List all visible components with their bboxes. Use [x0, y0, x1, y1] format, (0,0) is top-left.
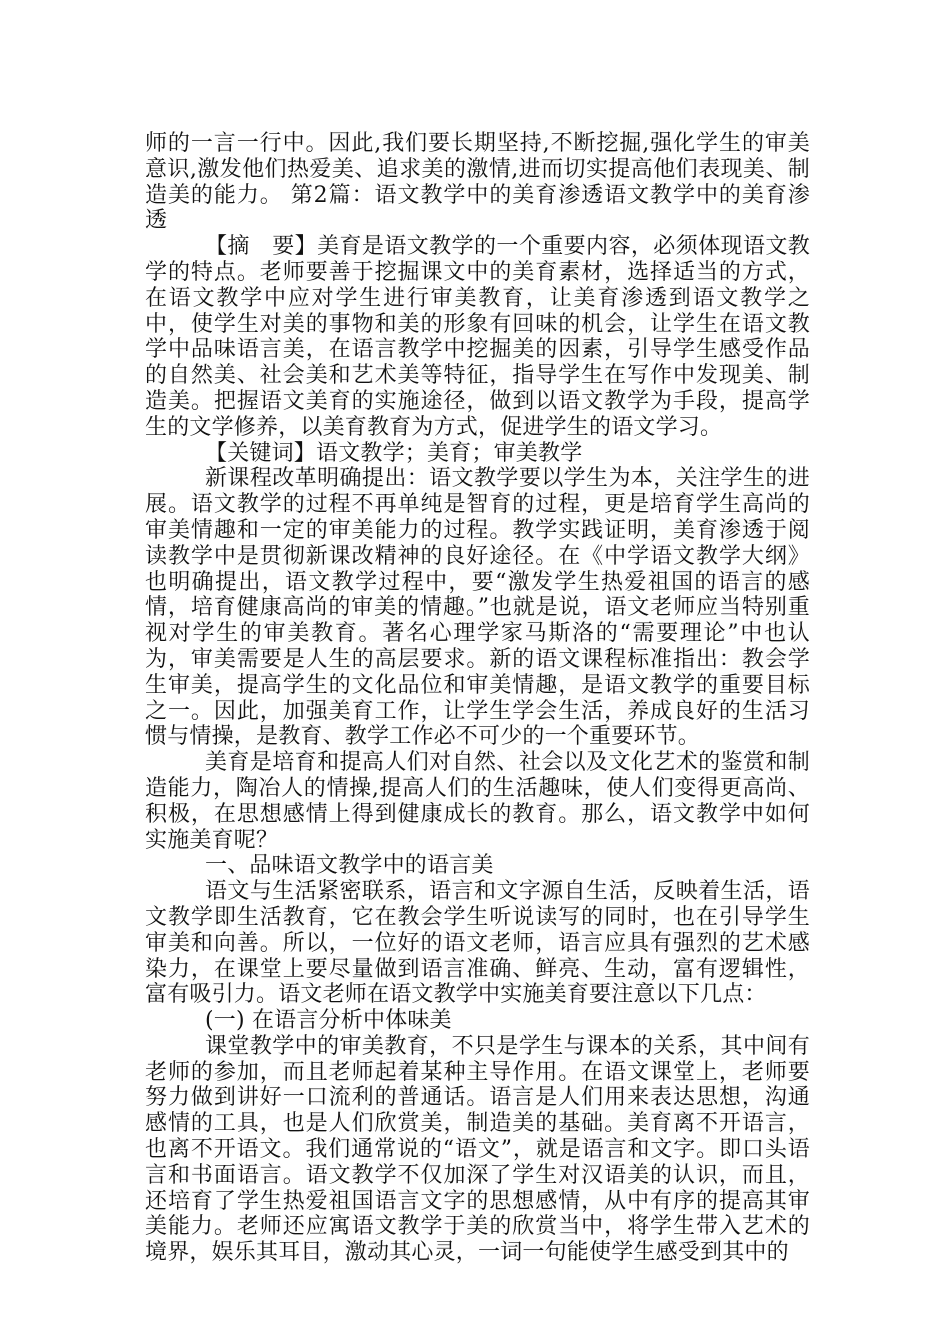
section-heading-1: 一、品味语文教学中的语言美: [205, 853, 494, 879]
paragraph-keywords: 【关键词】语文教学；美育；审美教学: [205, 440, 583, 466]
paragraph-intro: 师的一言一行中。因此,我们要长期坚持,不断挖掘,强化学生的审美意识,激发他们热爱美、追求美的激情,进而切实提高他们表现美、制造美的能力。 第2篇：语文教学中的美育渗透语文教学中的美育渗透: [145, 131, 810, 234]
paragraph-body-3: 语文与生活紧密联系，语言和文字源自生活，反映着生活，语文教学即生活教育，它在教会学生听说读写的同时，也在引导学生审美和向善。所以，一位好的语文老师，语言应具有强烈的艺术感染力，在课堂上要尽量做到语言准确、鲜亮、生动，富有逻辑性，富有吸引力。语文老师在语文教学中实施美育要注意以下几点：: [145, 879, 810, 1008]
subsection-heading-1: (一) 在语言分析中体味美: [205, 1008, 452, 1034]
paragraph-body-2: 美育是培育和提高人们对自然、社会以及文化艺术的鉴赏和制造能力，陶冶人的情操,提高人们的生活趣味，使人们变得更高尚、积极，在思想感情上得到健康成长的教育。那么，语文教学中如何实施美育呢？: [145, 750, 810, 853]
paragraph-body-1: 新课程改革明确提出：语文教学要以学生为本，关注学生的进展。语文教学的过程不再单纯是智育的过程，更是培育学生高尚的审美情趣和一定的审美能力的过程。教学实践证明，美育渗透于阅读教学中是贯彻新课改精神的良好途径。在《中学语文教学大纲》也明确提出，语文教学过程中，要“激发学生热爱祖国的语言的感情，培育健康高尚的审美的情趣。”也就是说，语文老师应当特别重视对学生的审美教育。著名心理学家马斯洛的“需要理论”中也认为，审美需要是人生的高层要求。新的语文课程标准指出：教会学生审美，提高学生的文化品位和审美情趣，是语文教学的重要目标之一。因此，加强美育工作，让学生学会生活，养成良好的生活习惯与情操，是教育、教学工作必不可少的一个重要环节。: [145, 466, 810, 750]
paragraph-abstract: 【摘 要】美育是语文教学的一个重要内容，必须体现语文教学的特点。老师要善于挖掘课文中的美育素材，选择适当的方式，在语文教学中应对学生进行审美教育，让美育渗透到语文教学之中，使学生对美的事物和美的形象有回味的机会，让学生在语文教学中品味语言美，在语言教学中挖掘美的因素，引导学生感受作品的自然美、社会美和艺术美等特征，指导学生在写作中发现美、制造美。把握语文美育的实施途径，做到以语文教学为手段，提高学生的文学修养，以美育教育为方式，促进学生的语文学习。: [145, 234, 810, 440]
document-body: [145, 131, 810, 1266]
paragraph-body-4: 课堂教学中的审美教育，不只是学生与课本的关系，其中间有老师的参加，而且老师起着某种主导作用。在语文课堂上，老师要努力做到讲好一口流利的普通话。语言是人们用来表达思想，沟通感情的工具，也是人们欣赏美，制造美的基础。美育离不开语言，也离不开语文。我们通常说的“语文”，就是语言和文字。即口头语言和书面语言。语文教学不仅加深了学生对汉语美的认识，而且，还培育了学生热爱祖国语言文字的思想感情，从中有序的提高其审美能力。老师还应寓语文教学于美的欣赏当中，将学生带入艺术的境界，娱乐其耳目，激动其心灵，一词一句能使学生感受到其中的: [145, 1033, 810, 1266]
